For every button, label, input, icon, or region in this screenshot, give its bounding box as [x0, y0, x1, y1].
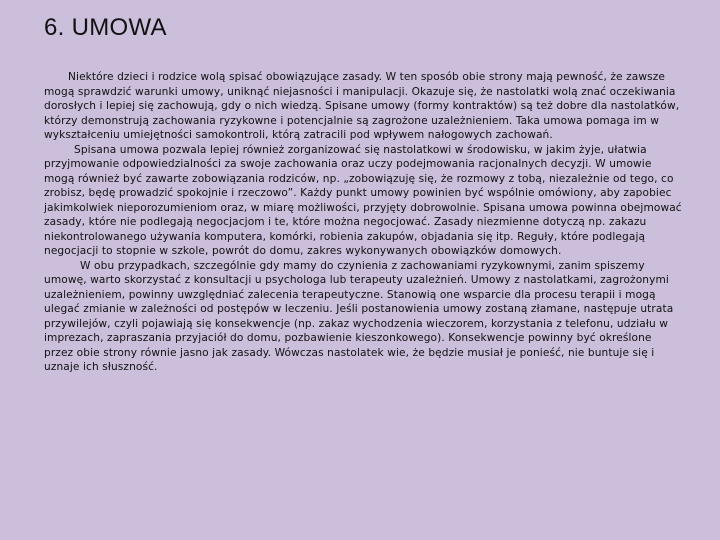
paragraph-3: W obu przypadkach, szczególnie gdy mamy do czynienia z zachowaniami ryzykownymi, zanim spiszemy umowę, warto skorzystać z konsultacji u psychologa lub terapeuty uzależnień. Umowy z nastolatkami, zagrożonymi uzależnieniem, powinny uwzględniać zalecenia terapeutyczne. Stanowią one wsparcie dla procesu terapii i mogą ulegać zmianie w zależności od postępów w leczeniu. Jeśli postanowienia umowy zostaną złamane, następuje utrata przywilejów, czyli pojawiają się konsekwencje (np. zakaz wychodzenia wieczorem, korzystania z telefonu, udziału w imprezach, zapraszania przyjaciół do domu, pozbawienie kieszonkowego). Konsekwencje powinny być określone przez obie strony równie jasno jak zasady. Wówczas nastolatek wie, że będzie musiał je ponieść, nie buntuje się i uznaje ich słuszność. — [44, 259, 674, 373]
slide-title: 6. UMOWA — [44, 14, 167, 41]
paragraph-1: Niektóre dzieci i rodzice wolą spisać obowiązujące zasady. W ten sposób obie strony mają pewność, że zawsze mogą sprawdzić warunki umowy, uniknąć niejasności i manipulacji. Okazuje się, że nastolatki wolą znać oczekiwania dorosłych i lepiej się zachowują, gdy o nich wiedzą. Spisane umowy (formy kontraktów) są też dobre dla nastolatków, którzy demonstrują zachowania ryzykowne i potencjalnie są zagrożone uzależnieniem. Taka umowa pomaga im w wykształceniu umiejętności samokontroli, którą zatracili pod wpływem nałogowych zachowań. — [44, 71, 680, 141]
paragraph-2: Spisana umowa pozwala lepiej również zorganizować się nastolatkowi w środowisku, w jakim żyje, ułatwia przyjmowanie odpowiedzialności za swoje zachowania oraz uczy podejmowania racjonalnych decyzji. W umowie mogą również być zawarte zobowiązania rodziców, np. „zobowiązuję się, że rozmowy z tobą, niezależnie od tego, co zrobisz, będę prowadzić spokojnie i rzeczowo”. Każdy punkt umowy powinien być wspólnie omówiony, aby zapobiec jakimkolwiek nieporozumieniom oraz, w miarę możliwości, przyjęty dobrowolnie. Spisana umowa powinna obejmować zasady, które nie podlegają negocjacjom i te, które można negocjować. Zasady niezmienne dotyczą np. zakazu niekontrolowanego używania komputera, komórki, robienia zakupów, objadania się itp. Reguły, które podlegają negocjacji to stopnie w szkole, powrót do domu, zakres wykonywanych obowiązków domowych. — [44, 143, 682, 257]
slide-body — [44, 70, 684, 375]
